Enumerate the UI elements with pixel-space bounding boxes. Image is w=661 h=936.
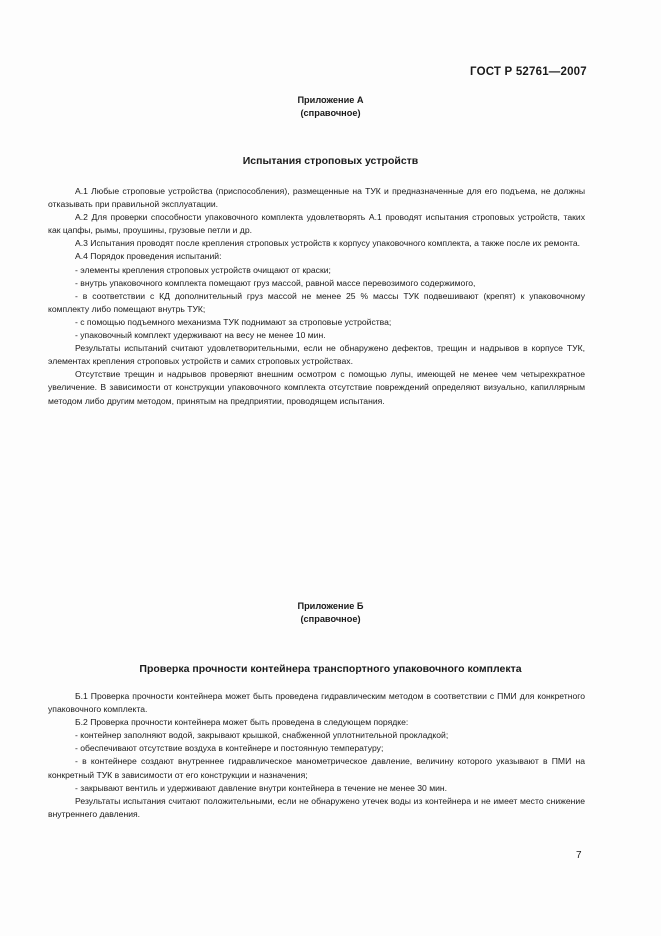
list-item: - закрывают вентиль и удерживают давление внутри контейнера в течение не менее 30 мин. xyxy=(75,782,448,793)
paragraph: Результаты испытаний считают удовлетворительными, если не обнаружено дефектов, трещин и надрывов в корпусе ТУК, элементах крепления строповых устройств и самих строповых устройствах. xyxy=(48,343,585,367)
list-item: - в контейнере создают внутреннее гидравлическое манометрическое давление, величину которого указывают в ПМИ на конкретный ТУК в зависимости от его конструкции и назначения; xyxy=(48,756,585,780)
annex-a-title: Испытания строповых устройств xyxy=(242,155,419,167)
paragraph: А.4 Порядок проведения испытаний: xyxy=(75,251,222,262)
annex-b-kind: (справочное) xyxy=(300,614,361,624)
annex-a-header xyxy=(0,94,661,120)
list-item: - с помощью подъемного механизма ТУК поднимают за строповые устройства; xyxy=(75,316,392,327)
list-item: - обеспечивают отсутствие воздуха в контейнере и постоянную температуру; xyxy=(75,743,384,754)
paragraph: Б.1 Проверка прочности контейнера может быть проведена гидравлическим методом в соответствии с ПМИ для конкретного упаковочного комплекта. xyxy=(48,691,585,715)
document-number: ГОСТ Р 52761—2007 xyxy=(470,66,587,78)
list-item: - элементы крепления строповых устройств очищают от краски; xyxy=(75,264,331,275)
paragraph: А.2 Для проверки способности упаковочного комплекта удовлетворять А.1 проводят испытания строповых устройств, таких как цапфы, рымы, проушины, грузовые петли и др. xyxy=(48,212,585,236)
list-item: - упаковочный комплект удерживают на весу не менее 10 мин. xyxy=(75,330,326,341)
annex-b-label: Приложение Б xyxy=(297,601,364,611)
annex-a-label: Приложение А xyxy=(297,95,364,105)
page-number: 7 xyxy=(576,850,582,861)
list-item: - в соответствии с КД дополнительный груз массой не менее 25 % массы ТУК подвешивают (крепят) к упаковочному комплекту либо помещают внутрь ТУК; xyxy=(48,290,585,314)
paragraph: А.1 Любые строповые устройства (приспособления), размещенные на ТУК и предназначенные для его подъема, не должны отказывать при правильной эксплуатации. xyxy=(48,186,585,210)
annex-b-header xyxy=(0,600,661,626)
paragraph: Отсутствие трещин и надрывов проверяют внешним осмотром с помощью лупы, имеющей не менее чем четырехкратное увеличение. В зависимости от конструкции упаковочного комплекта отсутствие повреждений определяют визуально, капиллярным методом либо другим методом, принятым на предприятии, проводящем испытания. xyxy=(48,369,585,406)
paragraph: Б.2 Проверка прочности контейнера может быть проведена в следующем порядке: xyxy=(75,717,409,728)
list-item: - внутрь упаковочного комплекта помещают груз массой, равной массе перевозимого содержимого, xyxy=(75,277,476,288)
paragraph: А.3 Испытания проводят после крепления строповых устройств к корпусу упаковочного комплекта, а также после их ремонта. xyxy=(75,238,580,249)
annex-b-title: Проверка прочности контейнера транспортного упаковочного комплекта xyxy=(139,663,522,675)
annex-a-body xyxy=(48,185,585,408)
annex-a-kind: (справочное) xyxy=(300,108,361,118)
paragraph: Результаты испытания считают положительными, если не обнаружено утечек воды из контейнера и не имеет место снижение внутреннего давления. xyxy=(48,795,585,819)
list-item: - контейнер заполняют водой, закрывают крышкой, снабженной уплотнительной прокладкой; xyxy=(75,730,449,741)
annex-b-body xyxy=(48,690,585,821)
